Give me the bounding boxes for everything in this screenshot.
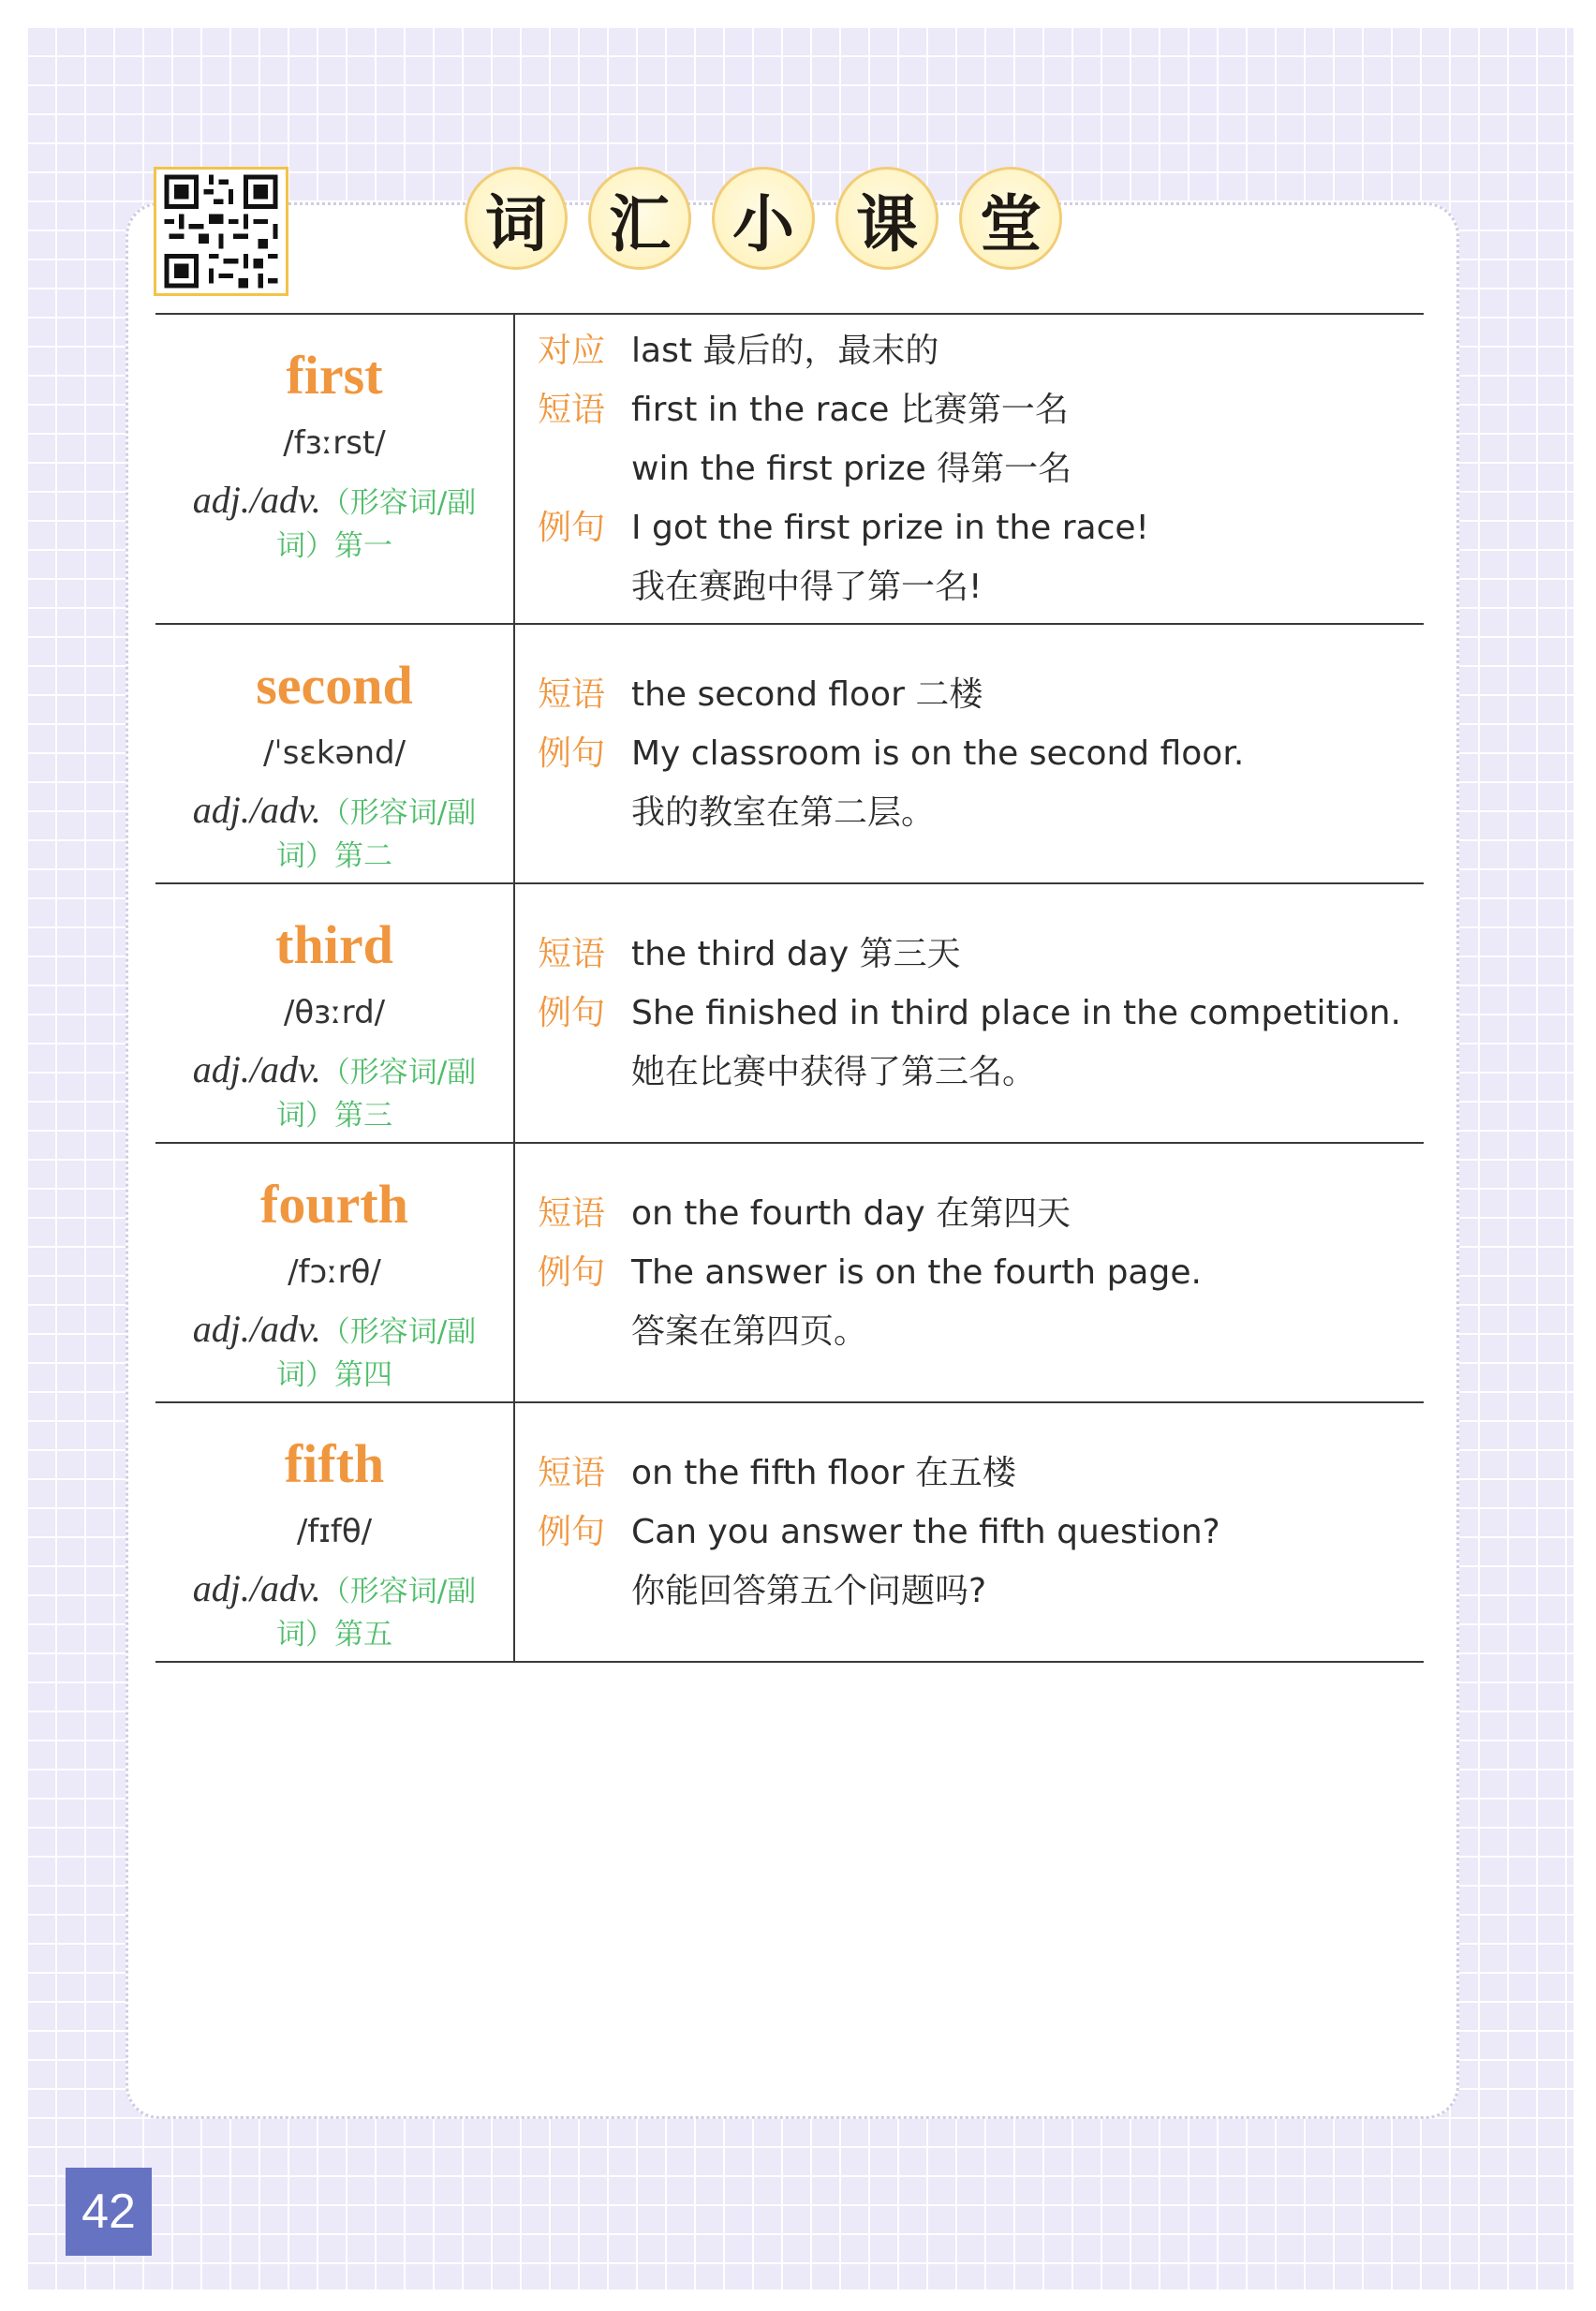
headword: third — [275, 914, 393, 975]
title-char: 小 — [712, 167, 815, 270]
detail-cell — [515, 1403, 1424, 1661]
vocab-row-third — [155, 884, 1424, 1144]
meaning-line-2: 词）第五 — [276, 1618, 392, 1652]
detail-line — [538, 1503, 1424, 1562]
detail-line — [538, 321, 1424, 380]
line-text: 你能回答第五个问题吗? — [631, 1572, 987, 1610]
headword: fifth — [284, 1433, 385, 1494]
line-text: The answer is on the fourth page. — [631, 1253, 1202, 1292]
line-tag: 短语 — [538, 935, 606, 973]
title-char: 词 — [465, 167, 568, 270]
part-of-speech — [192, 789, 477, 831]
pos-label: adj./adv. — [192, 479, 321, 521]
meaning-line-1: （形容词/副 — [320, 486, 477, 520]
phonetic: /fɜːrst/ — [283, 424, 386, 462]
line-tag: 短语 — [538, 1194, 606, 1233]
line-text: last 最后的，最末的 — [631, 332, 939, 370]
section-title — [465, 167, 1062, 270]
detail-line — [538, 724, 1424, 783]
part-of-speech — [192, 1048, 477, 1090]
meaning-line-2: 词）第一 — [276, 529, 392, 563]
line-text: 我在赛跑中得了第一名! — [631, 568, 983, 606]
detail-cell — [515, 315, 1424, 623]
vocab-row-fifth — [155, 1403, 1424, 1663]
word-cell — [155, 625, 515, 882]
phonetic: /θɜːrd/ — [283, 994, 386, 1031]
vocab-row-second — [155, 625, 1424, 884]
line-tag: 例句 — [538, 994, 606, 1032]
part-of-speech — [192, 1308, 477, 1350]
pos-label: adj./adv. — [192, 789, 321, 831]
detail-line — [538, 1444, 1424, 1503]
qr-code-icon[interactable] — [154, 167, 288, 296]
headword: fourth — [260, 1174, 408, 1235]
vocabulary-table — [155, 313, 1424, 1663]
line-text: I got the first prize in the race! — [631, 509, 1149, 547]
line-tag: 例句 — [538, 734, 606, 773]
word-cell — [155, 315, 515, 623]
line-text: the second floor 二楼 — [631, 675, 983, 714]
detail-cell — [515, 625, 1424, 882]
detail-line — [538, 439, 1424, 498]
detail-line — [538, 1043, 1424, 1102]
line-tag: 例句 — [538, 1253, 606, 1292]
line-text: 答案在第四页。 — [631, 1312, 868, 1351]
detail-line — [538, 380, 1424, 439]
line-text: win the first prize 得第一名 — [631, 450, 1072, 488]
phonetic: /fɔːrθ/ — [288, 1253, 381, 1291]
detail-line — [538, 665, 1424, 724]
line-tag: 短语 — [538, 1454, 606, 1492]
detail-line — [538, 925, 1424, 984]
line-text: 她在比赛中获得了第三名。 — [631, 1053, 1037, 1091]
headword: first — [286, 345, 383, 406]
pos-label: adj./adv. — [192, 1048, 321, 1090]
line-text: on the fifth floor 在五楼 — [631, 1454, 1016, 1492]
detail-cell — [515, 884, 1424, 1142]
headword: second — [256, 655, 413, 716]
title-char: 课 — [835, 167, 938, 270]
meaning-line-2: 词）第二 — [276, 839, 392, 873]
line-tag: 短语 — [538, 391, 606, 429]
line-text: 我的教室在第二层。 — [631, 793, 936, 832]
line-tag: 对应 — [538, 332, 606, 370]
detail-line — [538, 557, 1424, 616]
detail-line — [538, 1184, 1424, 1243]
line-text: My classroom is on the second floor. — [631, 734, 1245, 773]
meaning-line-1: （形容词/副 — [320, 1056, 477, 1089]
pos-label: adj./adv. — [192, 1567, 321, 1609]
detail-cell — [515, 1144, 1424, 1401]
pos-label: adj./adv. — [192, 1308, 321, 1350]
meaning-line-1: （形容词/副 — [320, 796, 477, 830]
detail-line — [538, 783, 1424, 842]
part-of-speech — [193, 481, 476, 519]
word-cell — [155, 1403, 515, 1661]
line-tag: 短语 — [538, 675, 606, 714]
word-cell — [155, 884, 515, 1142]
line-text: Can you answer the fifth question? — [631, 1513, 1220, 1551]
detail-line — [538, 1243, 1424, 1302]
title-char: 汇 — [588, 167, 691, 270]
meaning-line-1: （形容词/副 — [320, 1315, 477, 1349]
meaning-line-1: （形容词/副 — [320, 1575, 477, 1608]
line-text: She finished in third place in the competition. — [631, 994, 1401, 1032]
line-text: on the fourth day 在第四天 — [631, 1194, 1071, 1233]
phonetic: /ˈsɛkənd/ — [262, 734, 406, 772]
word-cell — [155, 1144, 515, 1401]
detail-line — [538, 498, 1424, 557]
vocab-row-fourth — [155, 1144, 1424, 1403]
qr-code-graphic — [156, 170, 286, 293]
page-number: 42 — [66, 2168, 152, 2256]
meaning-line-2: 词）第四 — [276, 1358, 392, 1392]
detail-line — [538, 984, 1424, 1043]
line-tag: 例句 — [538, 1513, 606, 1551]
title-char: 堂 — [959, 167, 1062, 270]
detail-line — [538, 1562, 1424, 1621]
phonetic: /fɪfθ/ — [296, 1513, 373, 1550]
detail-line — [538, 1302, 1424, 1361]
part-of-speech — [192, 1567, 477, 1609]
vocab-row-first — [155, 315, 1424, 625]
meaning-line-2: 词）第三 — [276, 1099, 392, 1133]
line-text: the third day 第三天 — [631, 935, 961, 973]
line-text: first in the race 比赛第一名 — [631, 391, 1069, 429]
line-tag: 例句 — [538, 509, 606, 547]
